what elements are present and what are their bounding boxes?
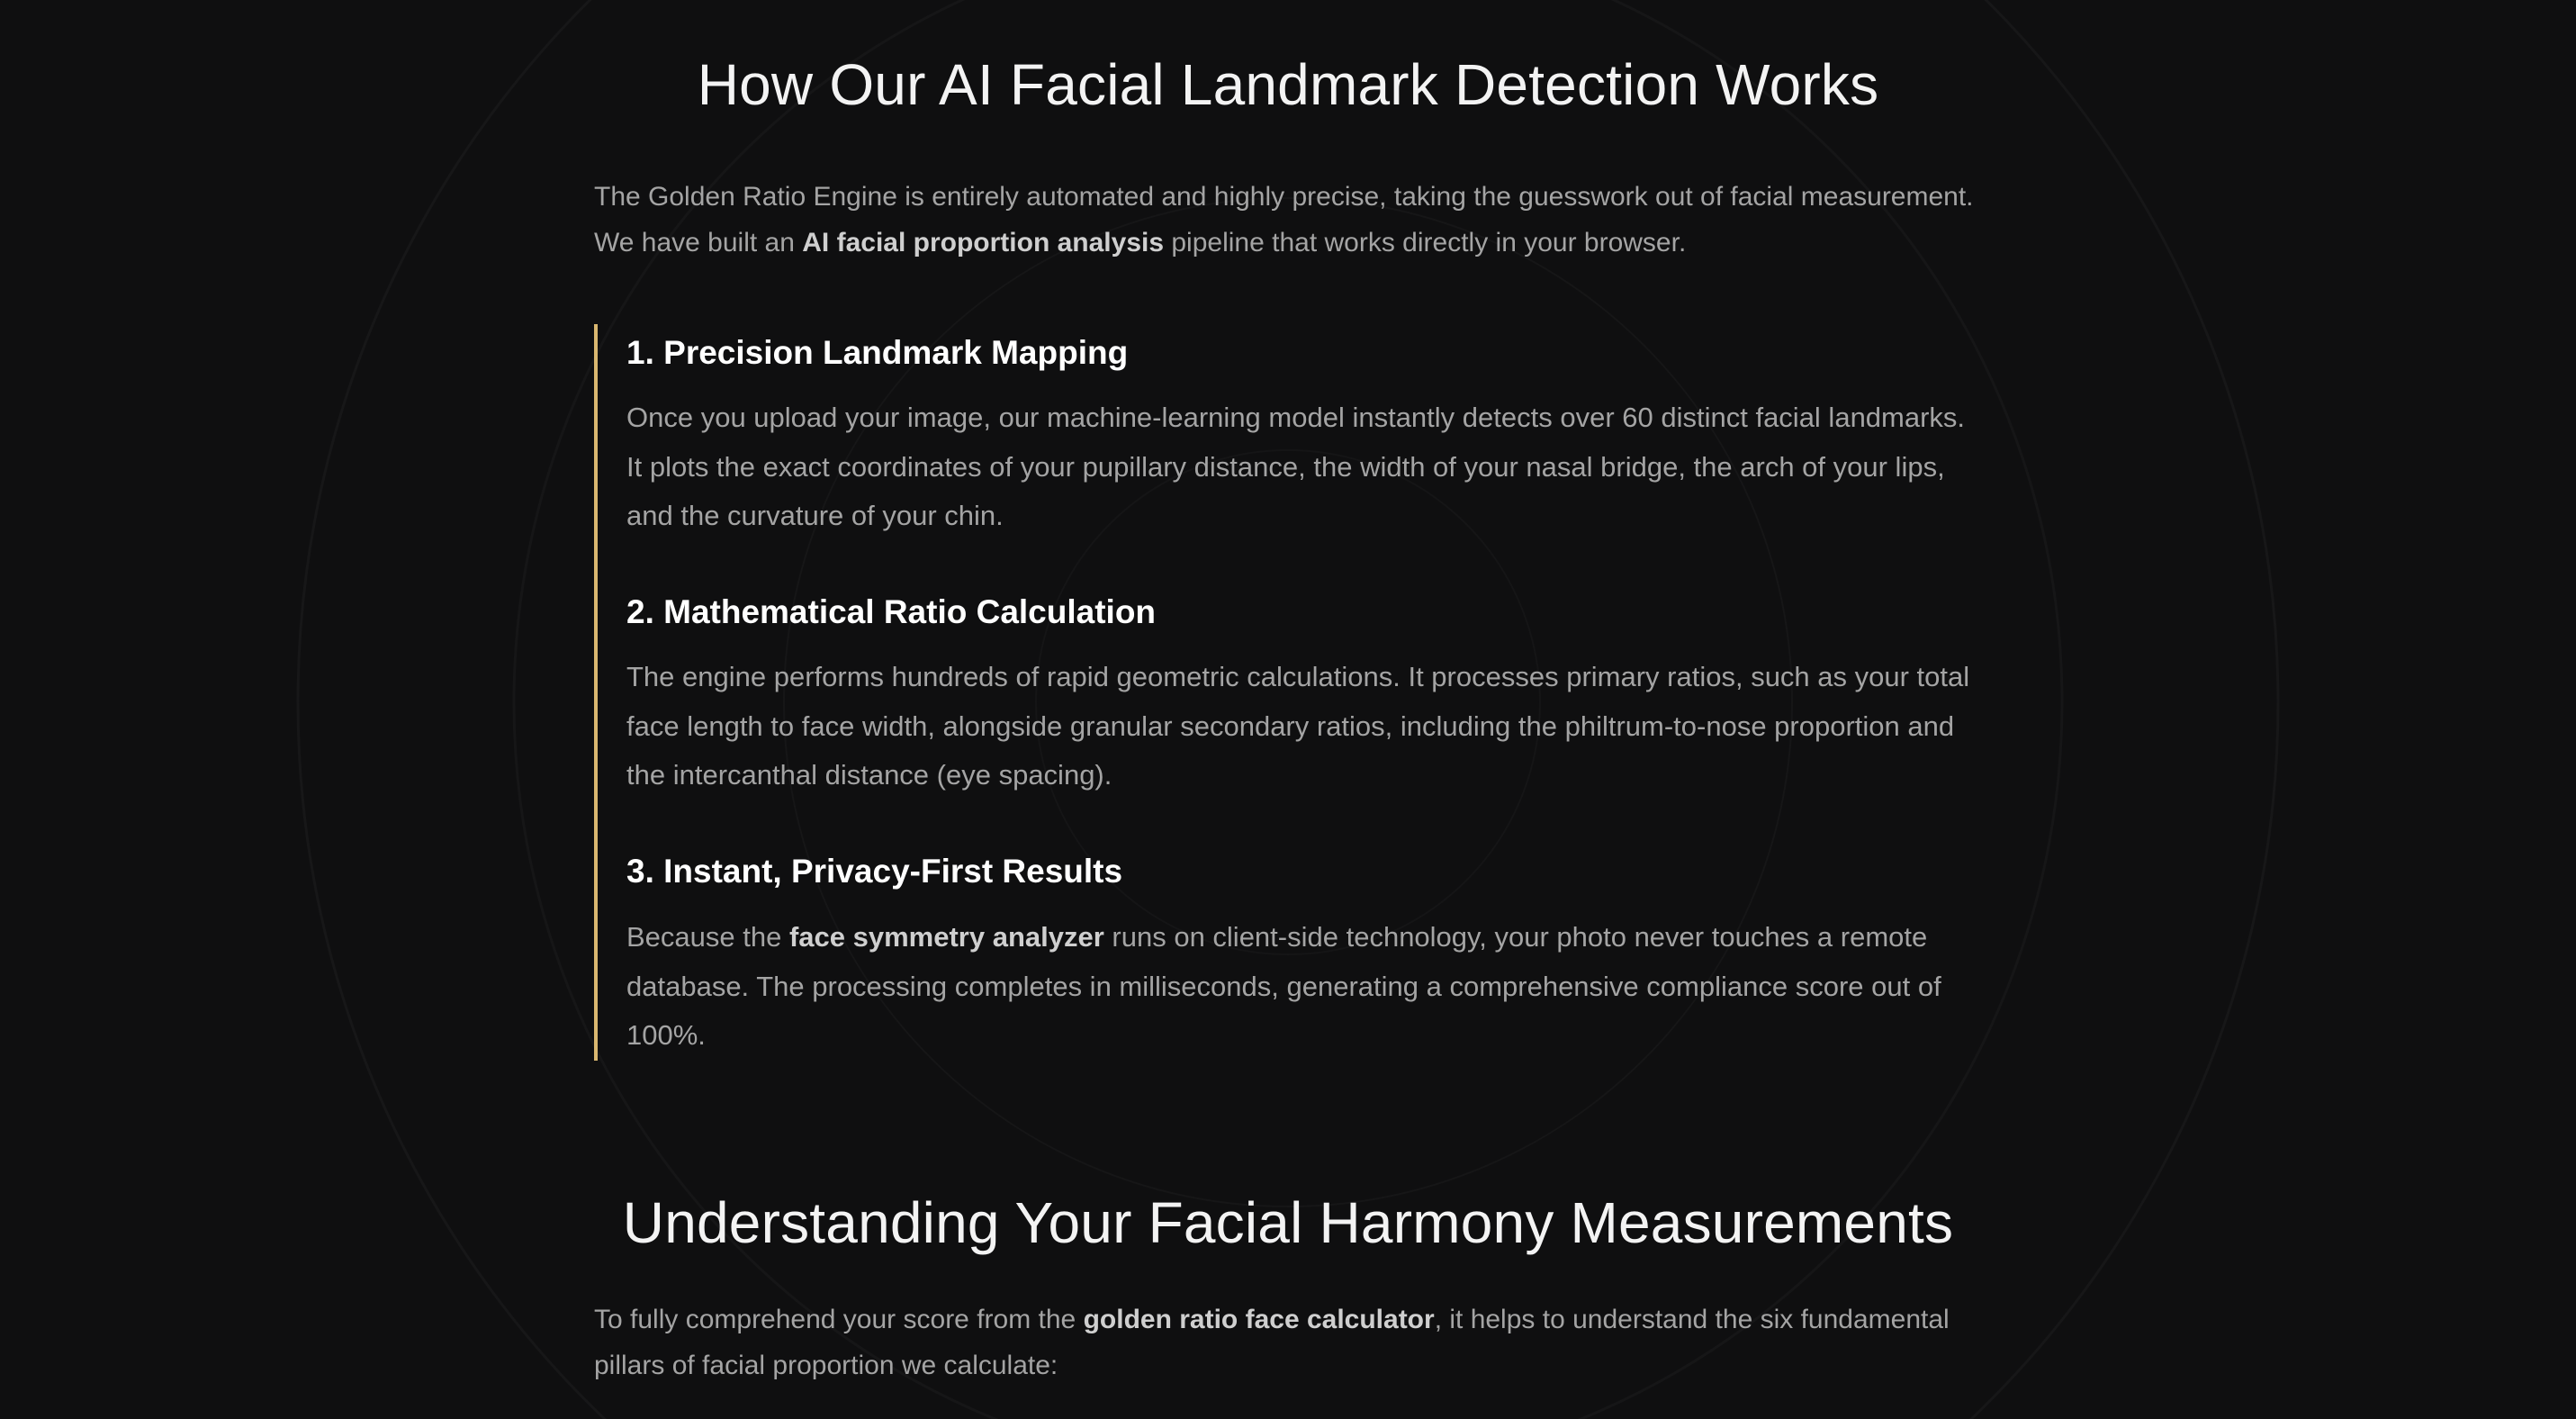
step-title-landmark-mapping: 1. Precision Landmark Mapping bbox=[626, 334, 1129, 371]
step3-text-start: Because the bbox=[626, 921, 789, 953]
step-title-privacy-results: 3. Instant, Privacy-First Results bbox=[626, 853, 1123, 890]
section2-keyword: golden ratio face calculator bbox=[1083, 1305, 1435, 1334]
intro-keyword: AI facial proportion analysis bbox=[802, 228, 1165, 258]
section2-text-start: To fully comprehend your score from the bbox=[594, 1305, 1084, 1334]
section-intro-paragraph bbox=[594, 174, 1998, 266]
section-title-landmark-detection: How Our AI Facial Landmark Detection Works bbox=[697, 52, 1879, 117]
step-body-landmark-mapping: Once you upload your image, our machine-learning model instantly detects over 60 distinct facial landmarks. It plots the exact coordinates of your pupillary distance, the width of your nasal bridge, the arch of your lips, and the curvature of your chin. bbox=[626, 402, 1966, 531]
section-title-facial-harmony: Understanding Your Facial Harmony Measurements bbox=[622, 1190, 1954, 1255]
intro-text-end: pipeline that works directly in your browser. bbox=[1164, 228, 1687, 258]
step-body-privacy-results bbox=[626, 913, 1986, 1061]
step3-text-end: runs on client-side technology, your photo never touches a remote database. The processing completes in milliseconds, generating a comprehensive compliance score out of 100%. bbox=[626, 921, 1941, 1051]
steps-block bbox=[594, 324, 1998, 1061]
step3-keyword: face symmetry analyzer bbox=[788, 921, 1104, 953]
section2-intro-paragraph bbox=[594, 1297, 1998, 1388]
step-title-ratio-calculation: 2. Mathematical Ratio Calculation bbox=[626, 593, 1157, 630]
intro-text-start: The Golden Ratio Engine is entirely automated and highly precise, taking the guesswork out of facial measurement. We have built an bbox=[594, 182, 1974, 258]
step-body-ratio-calculation: The engine performs hundreds of rapid geometric calculations. It processes primary ratios, such as your total face length to face width, alongside granular secondary ratios, including the philtrum-to-nose proportion and the intercanthal distance (eye spacing). bbox=[626, 661, 1970, 791]
section2-text-end: , it helps to understand the six fundamental pillars of facial proportion we calculate: bbox=[594, 1305, 1950, 1380]
